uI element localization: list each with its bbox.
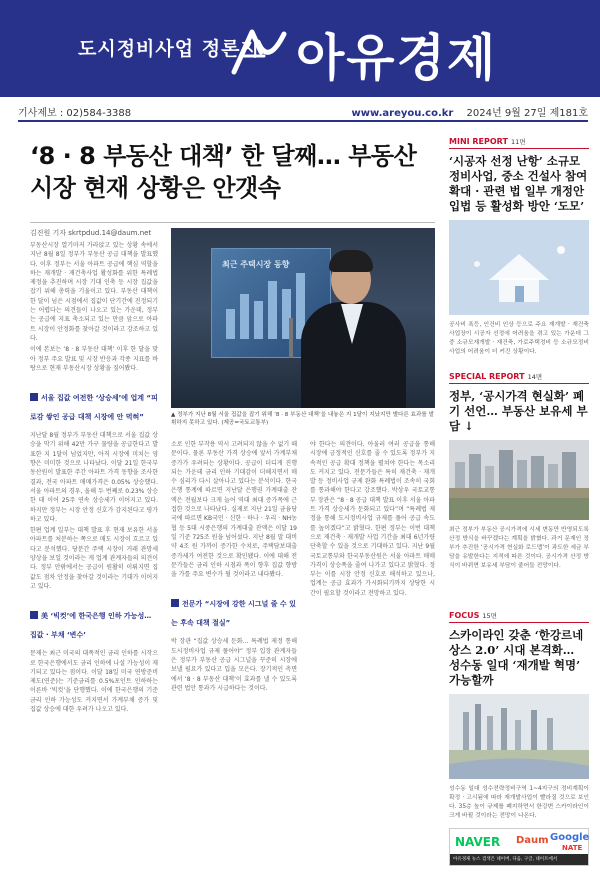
square-bullet-icon [30,393,38,401]
masthead [0,0,600,97]
square-bullet-icon [171,599,179,607]
article-paragraph: 야 한다는 의견이다. 아울러 여러 공급을 통해 시장에 긍정적인 신호를 줄 수 있도록 정부가 지속적인 공급 확대 정책을 펼쳐야 한다는 목소리도 커지고 있다. 전문가들은 특히 재건축 · 재개발 등 정비사업 규제 완화 특례법이 조속히 국회를 통과해야 한다고 강조했다. 박상우 국토교통부 장관은 “8 · 8 공급 대책 발표 이후 서울 아파트 가격 상승세가 둔화되고 있다”며 “특례법 제정을 통해 도시정비사업 규제를 풀어 공급 속도를 높이겠다”고 밝혔다. 한편 정부는 이번 대책으로 재건축 · 재개발 사업 기간을 최대 6년가량 단축할 수 있을 것으로 기대하고 있다. 지난 9월 국토교통부와 한국부동산원은 서울 아파트 매매 가격이 상승폭을 줄여 나가고 있다고 밝혔다. 정부는 이를 시장 안정 신호로 해석하고 있으나, 업계는 공급 효과가 가시화되기까지 상당한 시간이 필요할 것이라고 전망하고 있다. [310,441,435,597]
screen-title: 최근 주택시장 동향 [222,260,290,269]
focus-label: FOCUS 15면 [449,611,497,620]
mini-report-title[interactable]: ‘시공자 선정 난항’ 소규모정비사업, 중소 건설사 참여 확대 · 관련 법 일부 개정안 입법 등 활성화 방안 ‘도모’ [449,154,588,213]
naver-logo: NAVER [455,835,501,849]
masthead-subtitle: 도시정비사업 정론지 [78,38,260,60]
issue-date: 2024년 9월 27일 제181호 [466,108,588,119]
article-column-1 [30,241,158,714]
article-photo [171,228,435,408]
photo-caption: ▲ 정부가 지난 8월 서울 집값을 잡기 위해 ‘8 · 8 부동산 대책’을 내놓은 지 1달이 지났지만 별다른 효과를 발휘하지 못하고 있다. (제공=국토교통부) [171,412,434,426]
focus-title[interactable]: 스카이라인 갖춘 ‘한강르네상스 2.0’ 시대 본격화… 성수동 일대 ‘재개발 혁명’ 가능할까 [449,628,584,687]
divider [449,148,589,149]
article-paragraph: 문제는 최근 미국의 대폭적인 금리 인하를 시작으로 한국은행에서도 금리 인하에 나설 가능성이 제기되고 있다는 점이다. 이달 18일 미국 연방준비제도(연준)는 기준금리를 0.5%포인트 인하하는 이른바 ‘빅컷’을 단행했다. 이에 한국은행의 기준금리 인하 가능성도 커지면서 가계부채 증가 및 집값 상승에 대한 우려가 나오고 있다. [30,650,158,713]
focus-report [449,611,589,821]
article-paragraph: 박 장관 “집값 상승세 둔화… 특례법 제정 통해 도시정비사업 규제 풀어야” 정부 입장 관계자들은 정부가 부동산 공급 시그널을 꾸준히 시장에 보낼 필요가 있다고 입을 모은다. 장기적인 측면에서 ‘8 · 8 부동산 대책’이 효과를 낼 수 있도록 관련 법안 통과가 시급하다는 것이다. [171,638,297,692]
article-byline: 김진원 기자 skrtpdud.14@daum.net [30,229,152,237]
article-column-2 [171,440,297,693]
focus-body: 성수동 일대 성수전략정비구역 1~4지구의 정비계획이 확정 · 고시됨에 따라 재개발사업이 빨라질 것으로 보인다. 35층 높이 규제를 폐지하면서 한강변 스카이라인이 크게 바뀔 것이라는 전망이 나온다. [449,786,589,819]
newspaper-logo-icon [228,26,290,78]
city-skyline-icon [449,440,589,520]
article-paragraph: 지난달 8월 정부가 부동산 대책으로 서울 집값 상승을 막기 위해 42만 가구 물량을 공급한다고 발표한 지 1달이 넘었지만, 아직 시장에 미치는 영향은 미미한 것으로 나타났다. 이달 21일 한국부동산원이 발표한 주간 아파트 가격 동향을 조사한 결과, 전국 아파트 매매가격은 0.05% 상승했다. 서울 아파트의 경우, 올해 두 번째로 0.23% 상승한 데 이어 25주 연속 상승세가 이어지고 있다. 하지만 정부는 시장 안정 신호가 감지된다고 평가하고 있다. [30,432,158,523]
subhead-2: 美 ‘빅컷’에 한국은행 인하 가능성… 집값 · 부채 ‘변수’ [30,612,152,640]
article-headline: ‘8 · 8 부동산 대책’ 한 달째… 부동산시장 현재 상황은 안갯속 [30,142,417,202]
masthead-title: 아유경제 [296,29,498,87]
divider [449,383,589,384]
subhead-3: 전문가 “시장에 강한 시그널 줄 수 있는 후속 대책 절실” [171,600,296,628]
special-report [449,372,589,571]
website-url[interactable]: www.areyou.co.kr [351,108,454,119]
banner-caption: 아유경제 뉴스 검색은 네이버, 다음, 구글, 네이트에서 [450,854,588,865]
article-intro-2: 이에 본보는 ‘8 · 8 부동산 대책’ 이후 한 달을 맞아 정부 주요 발표 및 시장 반응과 각종 지표를 바탕으로 현재 부동산시장 상황을 짚어봤다. [30,346,158,372]
special-report-label: SPECIAL REPORT 14면 [449,372,543,381]
divider [18,120,588,122]
info-line [18,101,588,119]
square-bullet-icon [30,611,38,619]
google-logo: Google [550,832,590,843]
mini-report-image [449,220,589,315]
house-icon [449,220,589,315]
article-intro: 부동산시장 열기마저 가라앉고 있는 상황 속에서 지난 8월 8일 정부가 부동산 공급 대책을 발표했다. 이후 정부는 서울 아파트 공급에 핵심 역할을 하는 재개발 · 재건축사업 활성화를 위한 특례법 제정을 추진하며 시장 기대 인축 등 시장 집값을 잡기 위해 총력을 기울이고 있다. 부동산 대책이 한 달이 넘은 시점에서 집값이 단기간에 진정되기는 어렵다는 의견들이 나오고 있는 가운데, 정부는 공급에 지표 축소되고 있는 만큼 앞으로 아파트 시장이 안정화를 찾아갈 것이라고 강조하고 있다. [30,242,158,342]
mini-report [449,137,589,357]
divider [30,222,435,223]
special-report-image [449,440,589,520]
tip-phone: 기사제보 : 02)584-3388 [18,108,132,119]
article-paragraph: 한편 업계 일부는 대책 발표 후 현재 보유한 서울 아파트를 처분하는 쪽으로 매도 시장이 흐르고 있다고 분석했다. 당분간 주택 시장이 거래 관망세 양상을 보일 것이라는 게 업계 관계자들의 의견이다. 정부 안팎에서는 공급이 원활히 이뤄지면 집값도 점차 안정을 찾아갈 것이라는 기대가 이어지고 있다. [30,527,158,590]
nate-logo: NATE [562,844,583,852]
article-column-3 [310,440,435,598]
focus-image [449,694,589,779]
aerial-view-icon [449,694,589,779]
special-report-title[interactable]: 정부, ‘공시가격 현실화’ 폐기 선언… 부동산 보유세 부담 ↓ [449,389,588,433]
divider [449,622,589,623]
article-paragraph: 소로 인한 부작용 역시 고려되지 않을 수 없기 때문이다. 물론 부동산 가격 상승에 앞서 가계부채 증가가 우려되는 상황이다. 공급이 더디게 진행되는 가운데 금리 인하 기대감이 더해지면서 매수 심리가 다시 살아나고 있다는 분석이다. 한국은행 통계에 따르면 지난달 은행권 가계대출 잔액은 전월보다 크게 늘어 역대 최대 증가폭에 근접한 것으로 나타났다. 실제로 지난 21일 금융당국에 따르면 KB국민 · 신한 · 하나 · 우리 · NH농협 등 5대 시중은행의 가계대출 잔액은 이달 19일 기준 725조 원을 넘어섰다. 지난 8월 말 대비 약 4조 원 가까이 증가한 수치로, 주택담보대출 증가세가 여전한 것으로 확인됐다. 이에 대해 전문가들은 금리 인하 시점과 폭이 향후 집값 향방을 가를 주요 변수가 될 것이라고 내다봤다. [171,441,297,579]
special-report-body: 최근 정부가 부동산 공시가격에 시세 변동만 반영되도록 산정 방식을 바꾸겠다는 계획을 밝혔다. 과거 문재인 정부가 추진한 ‘공시가격 현실화 로드맵’이 과도한 세금 부담을 유발한다는 지적에 따른 것이다. 공시가격 산정 방식이 바뀌면 보유세 부담이 줄어들 전망이다. [449,527,589,569]
mini-report-body: 공사비 폭등, 인건비 인상 등으로 주요 재개발 · 재건축 사업장이 시공자 선정에 어려움을 겪고 있는 가운데 그중 소규모재개발 · 재건축, 가로주택정비 등 소규모정비사업의 어려움이 더 커진 상황이다. [449,322,589,355]
issue-info [352,104,588,119]
microphone-icon [289,318,293,358]
subhead-1: 서울 집값 여전한 ‘상승세’에 업계 “피로감 쌓인 공급 대책 시장에 안 먹혀” [30,394,158,422]
mini-report-label: MINI REPORT 11면 [449,137,526,146]
portal-banner[interactable] [449,828,589,866]
daum-logo: Daum [516,835,549,846]
